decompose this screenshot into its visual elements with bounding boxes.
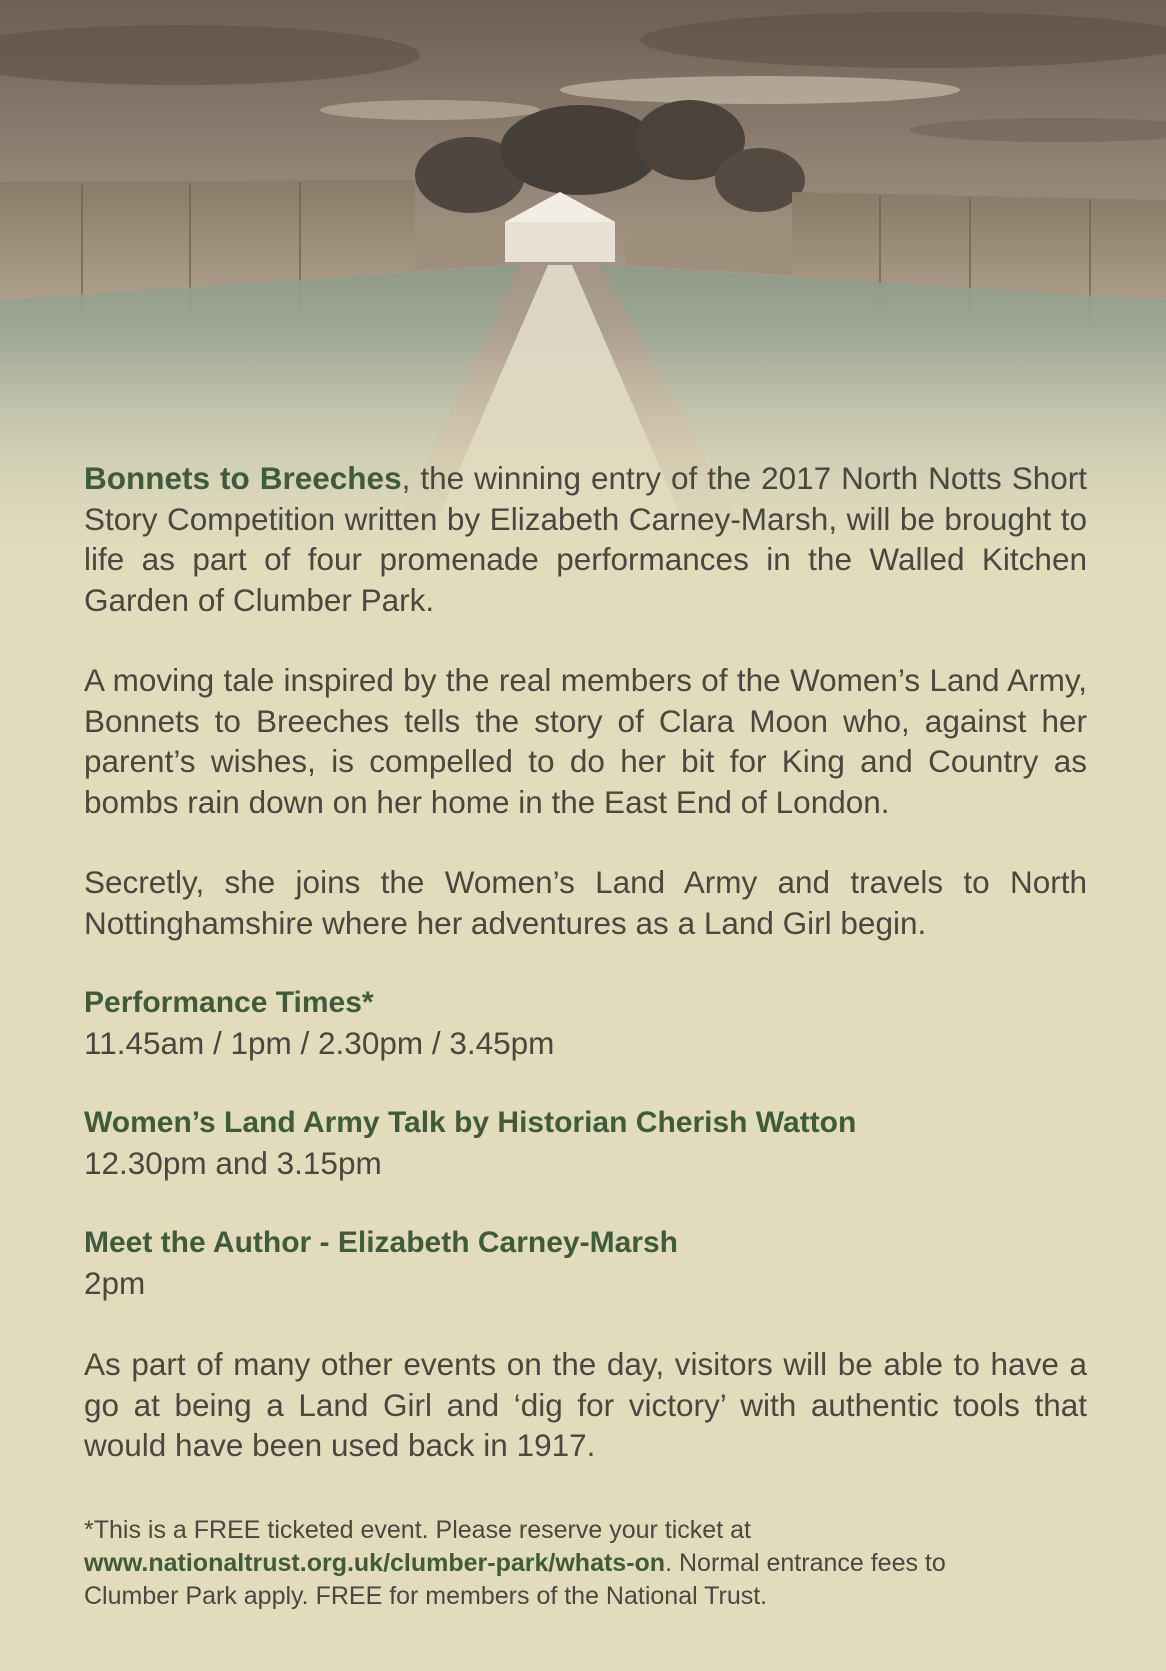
story-title: Bonnets to Breeches bbox=[84, 460, 402, 496]
talk-heading: Women’s Land Army Talk by Historian Cherish Watton bbox=[84, 1106, 857, 1139]
footnote bbox=[84, 1514, 1087, 1613]
ticket-link[interactable]: www.nationaltrust.org.uk/clumber-park/whats-on bbox=[84, 1549, 666, 1577]
events-paragraph: As part of many other events on the day, visitors will be able to have a go at being a Land Girl and ‘dig for victory’ with authentic tools that would have been used back in 1917. bbox=[84, 1346, 1087, 1463]
intro-text: , the winning entry of the 2017 North Notts Short Story Competition written by Elizabeth Carney-Marsh, will be brought to life as part of four promenade performances in the Walled Kitchen Garden of Clumber Park. bbox=[84, 460, 1087, 618]
talk-detail: 12.30pm and 3.15pm bbox=[84, 1145, 382, 1181]
footnote-line3: Clumber Park apply. FREE for members of the National Trust. bbox=[84, 1582, 768, 1610]
story-paragraph: A moving tale inspired by the real members of the Women’s Land Army, Bonnets to Breeches tells the story of Clara Moon who, against her parent’s wishes, is compelled to do her bit for King and Country as bombs rain down on her home in the East End of London. bbox=[84, 662, 1087, 820]
footnote-after-url: . Normal entrance fees to bbox=[665, 1549, 946, 1577]
footnote-line1: *This is a FREE ticketed event. Please reserve your ticket at bbox=[84, 1516, 751, 1544]
meet-author-detail: 2pm bbox=[84, 1265, 146, 1301]
secret-paragraph: Secretly, she joins the Women’s Land Army and travels to North Nottinghamshire where her adventures as a Land Girl begin. bbox=[84, 864, 1087, 941]
performance-times-heading: Performance Times* bbox=[84, 986, 374, 1019]
intro-paragraph bbox=[84, 458, 1087, 620]
main-content bbox=[84, 458, 1087, 1466]
meet-author-heading: Meet the Author - Elizabeth Carney-Marsh bbox=[84, 1226, 678, 1259]
performance-times-detail: 11.45am / 1pm / 2.30pm / 3.45pm bbox=[84, 1025, 555, 1061]
